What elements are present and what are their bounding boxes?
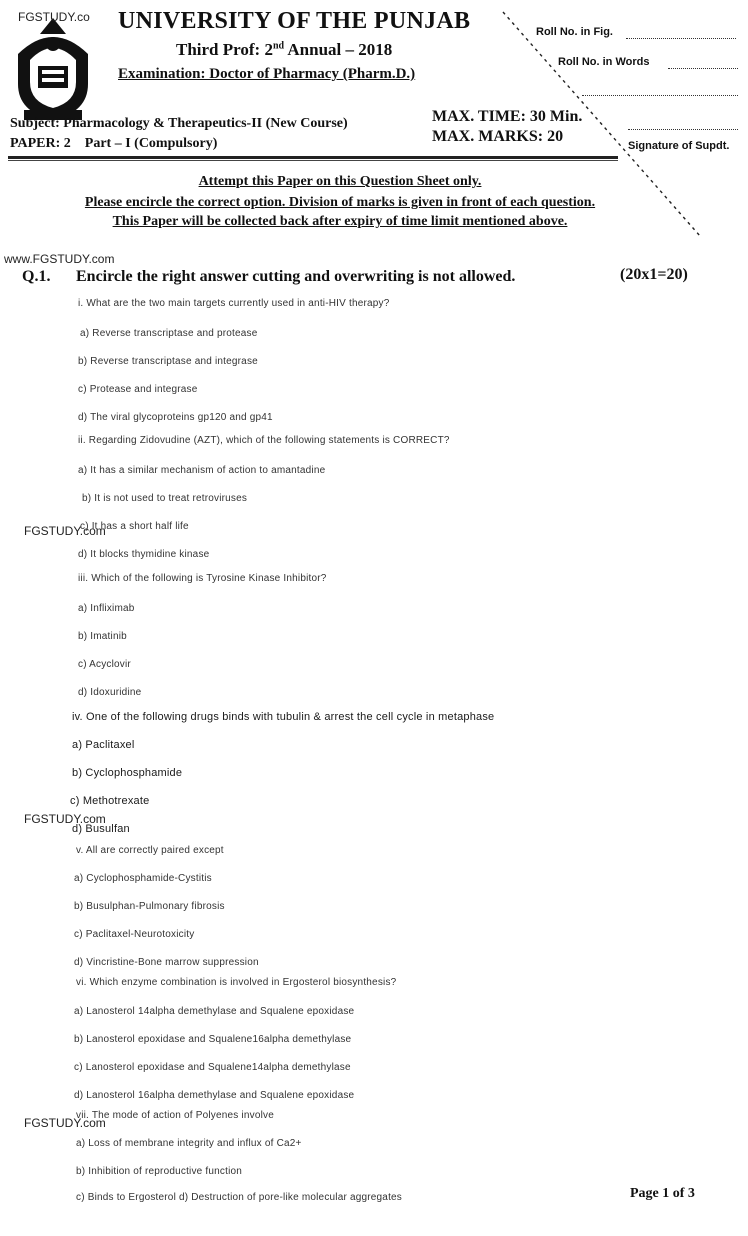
roll-no-words-label: Roll No. in Words [558, 56, 650, 68]
instruction-1: Attempt this Paper on this Question Sheet only. [198, 174, 482, 189]
subject-line: Subject: Pharmacology & Therapeutics-II (New Course) [10, 116, 348, 131]
option-item[interactable]: c) Methotrexate [70, 795, 150, 807]
signature-field[interactable] [628, 128, 738, 130]
instruction-2: Please encircle the correct option. Division of marks is given in front of each question. [84, 195, 596, 210]
option-item[interactable]: b) Busulphan-Pulmonary fibrosis [74, 901, 225, 912]
option-item[interactable]: a) Paclitaxel [72, 739, 135, 751]
option-item[interactable]: c) Paclitaxel-Neurotoxicity [74, 929, 195, 940]
option-item[interactable]: c) Binds to Ergosterol d) Destruction of pore-like molecular aggregates [76, 1192, 403, 1203]
option-item[interactable]: a) Lanosterol 14alpha demethylase and Squalene epoxidase [74, 1006, 355, 1017]
option-item[interactable]: b) It is not used to treat retroviruses [82, 493, 248, 504]
option-item[interactable]: d) The viral glycoproteins gp120 and gp41 [78, 412, 273, 423]
signature-label: Signature of Supdt. [628, 140, 730, 152]
instruction-3: This Paper will be collected back after expiry of time limit mentioned above. [112, 214, 568, 229]
roll-no-words-field[interactable] [668, 67, 738, 69]
question-number: Q.1. [22, 268, 51, 285]
watermark-top: FGSTUDY.co [18, 10, 90, 24]
header-rule-thin [8, 160, 618, 161]
paper-line: PAPER: 2 Part – I (Compulsory) [10, 136, 218, 151]
option-item[interactable]: a) It has a similar mechanism of action to amantadine [78, 465, 326, 476]
option-item[interactable]: c) It has a short half life [80, 521, 189, 532]
option-item[interactable]: d) Busulfan [72, 823, 130, 835]
university-crest-icon [10, 14, 96, 122]
max-time: MAX. TIME: 30 Min. [432, 108, 583, 125]
roll-no-words-field-2[interactable] [582, 94, 738, 96]
option-item[interactable]: d) It blocks thymidine kinase [78, 549, 210, 560]
option-item[interactable]: c) Acyclovir [78, 659, 131, 670]
option-item[interactable]: c) Lanosterol epoxidase and Squalene14alpha demethylase [74, 1062, 351, 1073]
question-item: vii. The mode of action of Polyenes involve [76, 1110, 274, 1121]
roll-no-fig-field[interactable] [626, 37, 736, 39]
option-item[interactable]: b) Lanosterol epoxidase and Squalene16alpha demethylase [74, 1034, 352, 1045]
question-item: i. What are the two main targets currently used in anti-HIV therapy? [78, 298, 390, 309]
option-item[interactable]: a) Loss of membrane integrity and influx of Ca2+ [76, 1138, 302, 1149]
roll-no-fig-label: Roll No. in Fig. [536, 26, 613, 38]
watermark-site: www.FGSTUDY.com [4, 252, 115, 266]
question-item: ii. Regarding Zidovudine (AZT), which of the following statements is CORRECT? [78, 435, 450, 446]
option-item[interactable]: c) Protease and integrase [78, 384, 198, 395]
option-item[interactable]: b) Imatinib [78, 631, 127, 642]
watermark-2: FGSTUDY.com [24, 812, 106, 826]
question-item: iii. Which of the following is Tyrosine Kinase Inhibitor? [78, 573, 327, 584]
question-item: vi. Which enzyme combination is involved in Ergosterol biosynthesis? [76, 977, 397, 988]
option-item[interactable]: d) Vincristine-Bone marrow suppression [74, 957, 259, 968]
option-item[interactable]: a) Cyclophosphamide-Cystitis [74, 873, 212, 884]
option-item[interactable]: d) Lanosterol 16alpha demethylase and Squalene epoxidase [74, 1090, 355, 1101]
option-item[interactable]: a) Infliximab [78, 603, 135, 614]
prof-annual-line: Third Prof: 2nd Annual – 2018 [176, 40, 393, 59]
option-item[interactable]: b) Cyclophosphamide [72, 767, 183, 779]
question-item: iv. One of the following drugs binds with tubulin & arrest the cell cycle in metaphase [72, 711, 495, 723]
option-item[interactable]: a) Reverse transcriptase and protease [80, 328, 258, 339]
examination-title: Examination: Doctor of Pharmacy (Pharm.D.) [118, 66, 416, 82]
question-heading: Encircle the right answer cutting and overwriting is not allowed. [76, 268, 516, 285]
page-number: Page 1 of 3 [630, 1186, 695, 1201]
option-item[interactable]: b) Inhibition of reproductive function [76, 1166, 243, 1177]
watermark-3: FGSTUDY.com [24, 1116, 106, 1130]
option-item[interactable]: b) Reverse transcriptase and integrase [78, 356, 258, 367]
question-marks: (20x1=20) [620, 266, 688, 283]
header-rule [8, 156, 618, 159]
watermark-1: FGSTUDY.com [24, 524, 106, 538]
university-title: UNIVERSITY OF THE PUNJAB [118, 8, 471, 34]
option-item[interactable]: d) Idoxuridine [78, 687, 142, 698]
question-item: v. All are correctly paired except [76, 845, 224, 856]
max-marks: MAX. MARKS: 20 [432, 128, 564, 145]
